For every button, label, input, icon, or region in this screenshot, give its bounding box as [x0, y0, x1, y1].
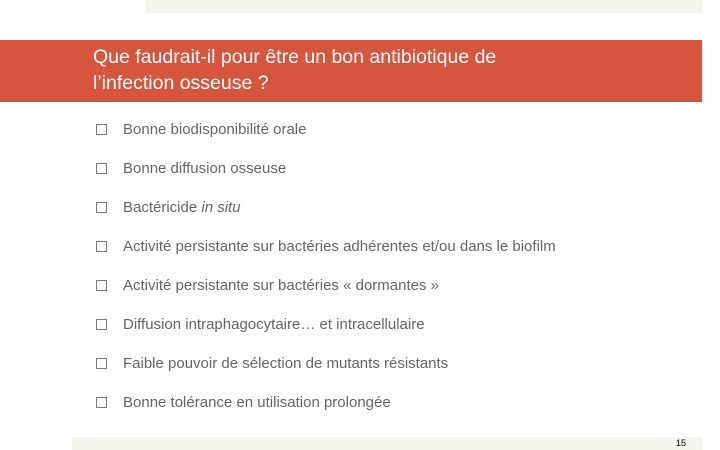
bullet-text [123, 199, 241, 216]
bullet-text-prefix: Bactéricide [123, 199, 202, 216]
checkbox-bullet-icon [96, 163, 107, 174]
bullet-item [96, 344, 556, 383]
bullet-item [96, 149, 556, 188]
bullet-text: Activité persistante sur bactéries « dormantes » [123, 277, 439, 294]
title-line-2: l’infection osseuse ? [93, 72, 269, 94]
checkbox-bullet-icon [96, 358, 107, 369]
bullet-text: Bonne tolérance en utilisation prolongée [123, 394, 391, 411]
checkbox-bullet-icon [96, 124, 107, 135]
checkbox-bullet-icon [96, 319, 107, 330]
bullet-text: Faible pouvoir de sélection de mutants résistants [123, 355, 449, 372]
checkbox-bullet-icon [96, 397, 107, 408]
bullet-text: Bonne biodisponibilité orale [123, 121, 307, 138]
bullet-item [96, 266, 556, 305]
bullet-item [96, 383, 556, 422]
top-decorative-strip [146, 0, 702, 13]
bullet-item [96, 305, 556, 344]
slide-title [93, 44, 693, 96]
bullet-text: Bonne diffusion osseuse [123, 160, 287, 177]
checkbox-bullet-icon [96, 241, 107, 252]
bullet-item [96, 227, 556, 266]
bottom-decorative-strip [72, 437, 702, 450]
checkbox-bullet-icon [96, 280, 107, 291]
bullet-text-italic: in situ [201, 199, 241, 216]
checkbox-bullet-icon [96, 202, 107, 213]
bullet-text: Activité persistante sur bactéries adhérentes et/ou dans le biofilm [123, 238, 556, 255]
bullet-item [96, 110, 556, 149]
title-line-1: Que faudrait-il pour être un bon antibiotique de [93, 46, 497, 68]
bullet-text: Diffusion intraphagocytaire… et intracellulaire [123, 316, 425, 333]
page-number: 15 [675, 438, 686, 448]
bullet-list [96, 110, 556, 422]
bullet-item [96, 188, 556, 227]
